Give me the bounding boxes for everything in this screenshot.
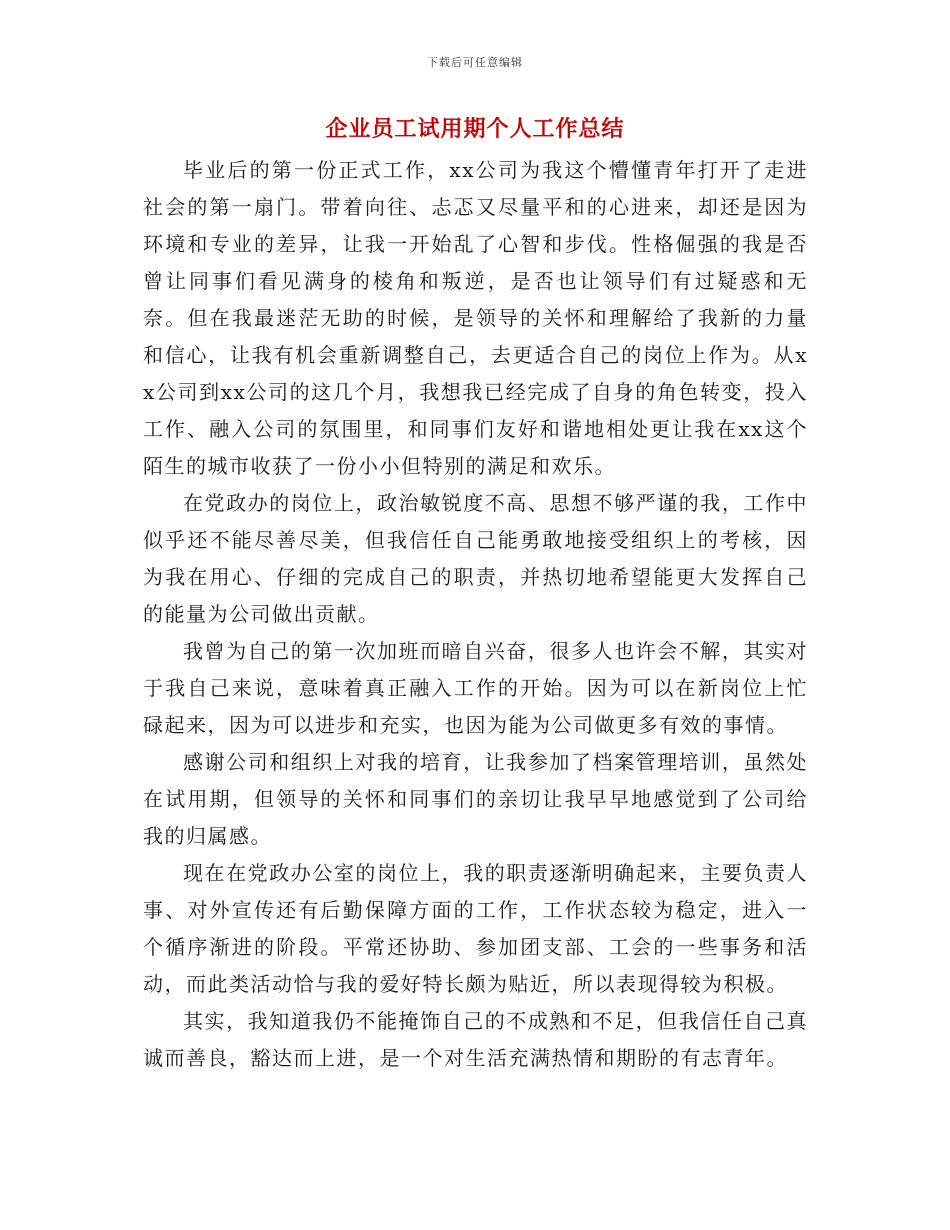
document-title: 企业员工试用期个人工作总结 (325, 116, 625, 142)
paragraph-5: 现在在党政办公室的岗位上，我的职责逐渐明确起来，主要负责人事、对外宣传还有后勤保障方面的工作，工作状态较为稳定，进入一个循序渐进的阶段。平常还协助、参加团支部、工会的一些事务和活动，而此类活动恰与我的爱好特长颇为贴近，所以表现得较为积极。 (143, 861, 808, 996)
document-body (143, 152, 808, 1077)
paragraph-2: 在党政办的岗位上，政治敏锐度不高、思想不够严谨的我，工作中似乎还不能尽善尽美，但我信任自己能勇敢地接受组织上的考核，因为我在用心、仔细的完成自己的职责，并热切地希望能更大发挥自己的能量为公司做出贡献。 (143, 491, 808, 626)
paragraph-3: 我曾为自己的第一次加班而暗自兴奋，很多人也许会不解，其实对于我自己来说，意味着真正融入工作的开始。因为可以在新岗位上忙碌起来，因为可以进步和充实，也因为能为公司做更多有效的事情。 (143, 639, 808, 737)
header-note: 下载后可任意编辑 (427, 56, 523, 69)
paragraph-6: 其实，我知道我仍不能掩饰自己的不成熟和不足，但我信任自己真诚而善良，豁达而上进，是一个对生活充满热情和期盼的有志青年。 (143, 1009, 808, 1070)
paragraph-1: 毕业后的第一份正式工作，xx公司为我这个懵懂青年打开了走进社会的第一扇门。带着向往、忐忑又尽量平和的心进来，却还是因为环境和专业的差异，让我一开始乱了心智和步伐。性格倔强的我是否曾让同事们看见满身的棱角和叛逆，是否也让领导们有过疑惑和无奈。但在我最迷茫无助的时候，是领导的关怀和理解给了我新的力量和信心，让我有机会重新调整自己，去更适合自己的岗位上作为。从xx公司到xx公司的这几个月，我想我已经完成了自身的角色转变，投入工作、融入公司的氛围里，和同事们友好和谐地相处更让我在xx这个陌生的城市收获了一份小小但特别的满足和欢乐。 (143, 158, 808, 478)
paragraph-4: 感谢公司和组织上对我的培育，让我参加了档案管理培训，虽然处在试用期，但领导的关怀和同事们的亲切让我早早地感觉到了公司给我的归属感。 (143, 750, 808, 848)
